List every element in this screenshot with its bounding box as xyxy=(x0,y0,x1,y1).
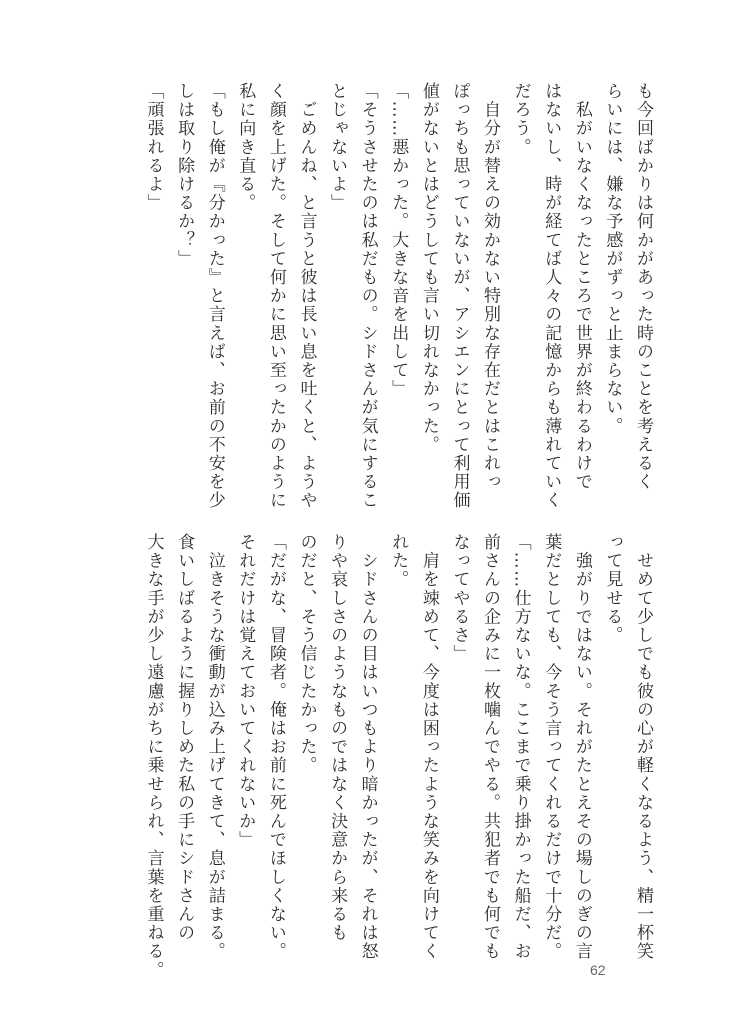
text-line: 自分が替えの効かない特別な存在だとはこれっ xyxy=(480,82,501,492)
text-line: 私に向き直る。 xyxy=(235,82,256,213)
text-line: 「……悪かった。大きな音を出して」 xyxy=(388,82,409,399)
text-line: だろう。 xyxy=(510,82,531,157)
text-line: 泣きそうな衝動が込み上げてきて、息が詰まる。 xyxy=(204,533,225,961)
text-line: も今回ばかりは何かがあった時のことを考えるく xyxy=(633,82,653,492)
text-line: 大きな手が少し遠慮がちに乗せられ、言葉を重ねる。 xyxy=(143,533,164,980)
text-line: とじゃないよ」 xyxy=(327,82,348,213)
text-line: 前さんの企みに一枚噛んでやる。共犯者でも何でも xyxy=(480,533,501,961)
text-line: ぽっちも思っていないが、アシエンにとって利用価 xyxy=(449,82,470,510)
text-line: はないし、時が経てば人々の記憶からも薄れていく xyxy=(541,82,562,510)
text-line: らいには、嫌な予感がずっと止まらない。 xyxy=(602,82,623,436)
text-line: 食いしばるように握りしめた私の手にシドさんの xyxy=(174,533,195,943)
text-line: 「……仕方ないな。ここまで乗り掛かった船だ、お xyxy=(510,533,531,961)
text-line: 葉だとしても、今そう言ってくれるだけで十分だ。 xyxy=(541,533,562,961)
text-line: しは取り除けるか？」 xyxy=(174,82,195,268)
text-line: 「そうさせたのは私だもの。シドさんが気にするこ xyxy=(357,82,378,510)
text-block-top xyxy=(136,82,658,510)
text-line: く顔を上げた。そして何かに思い至ったかのように xyxy=(265,82,286,510)
page-number: 62 xyxy=(590,962,606,978)
text-line: 「頑張れるよ」 xyxy=(143,82,164,213)
text-line: のだと、そう信じたかった。 xyxy=(296,533,317,775)
text-line: 値がないとはどうしても言い切れなかった。 xyxy=(418,82,439,454)
text-line: それだけは覚えておいてくれないか」 xyxy=(235,533,256,850)
text-line: 「もし俺が『分かった』と言えば、お前の不安を少 xyxy=(204,82,225,510)
text-line: って見せる。 xyxy=(602,533,623,645)
text-line: 「だがな、冒険者。俺はお前に死んでほしくない。 xyxy=(265,533,286,961)
text-line: 強がりではない。それがたとえその場しのぎの言 xyxy=(571,533,592,961)
text-line: 肩を竦めて、今度は困ったような笑みを向けてく xyxy=(418,533,439,961)
text-line: 私がいなくなったところで世界が終わるわけで xyxy=(571,82,592,492)
text-line: なってやるさ」 xyxy=(449,533,470,664)
text-line: りや哀しさのようなものではなく決意から来るも xyxy=(327,533,348,943)
text-line: ごめんね、と言うと彼は長い息を吐くと、ようや xyxy=(296,82,317,510)
text-line: れた。 xyxy=(388,533,409,589)
text-line: せめて少しでも彼の心が軽くなるよう、精一杯笑 xyxy=(633,533,653,961)
text-line: シドさんの目はいつもより暗かったが、それは怒 xyxy=(357,533,378,961)
